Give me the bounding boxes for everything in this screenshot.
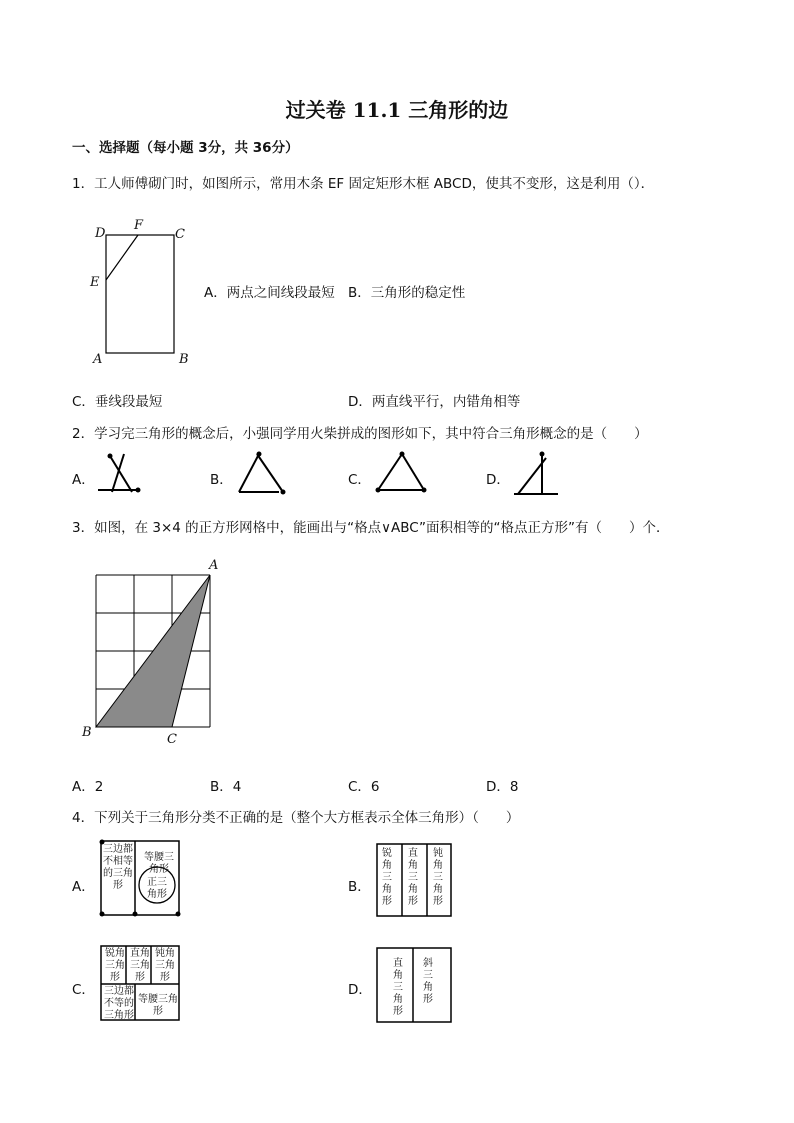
q1-label-b: B bbox=[179, 352, 189, 367]
q4-box-c-col2-text: 直角三角形 bbox=[130, 948, 150, 983]
q4-box-a-circle-text: 正三角形 bbox=[147, 877, 167, 900]
question-1-stem: 1．工人师傅砌门时，如图所示，常用木条 EF 固定矩形木框 ABCD，使其不变形，这是利用（）． bbox=[72, 176, 655, 192]
q1-option-a[interactable]: A．两点之间线段最短 bbox=[204, 285, 335, 301]
q4-option-c[interactable]: C． bbox=[72, 982, 95, 998]
q4-box-b-col3-text: 钝角三角形 bbox=[433, 848, 443, 907]
q4-option-b[interactable]: B． bbox=[348, 879, 371, 895]
q4-box-a-right-text: 等腰三角形 bbox=[144, 852, 174, 875]
q3-label-b: B bbox=[82, 725, 92, 740]
section-heading: 一、选择题（每小题 3分，共 36分） bbox=[72, 140, 299, 156]
q4-box-c-bottom-left-text: 三边都不等的三角形 bbox=[104, 986, 134, 1021]
q2-match-figure-a bbox=[96, 450, 144, 498]
q4-box-c-col1-text: 锐角三角形 bbox=[105, 948, 125, 983]
q4-box-d-left-text: 直角三角形 bbox=[393, 958, 403, 1017]
q4-box-a-left-text: 三边都不相等的三角形 bbox=[103, 844, 133, 891]
q3-grid-figure bbox=[96, 575, 212, 729]
q3-option-b[interactable]: B．4 bbox=[210, 779, 242, 795]
q1-label-d: D bbox=[95, 226, 106, 241]
q4-option-d[interactable]: D． bbox=[348, 982, 372, 998]
q1-option-c[interactable]: C．垂线段最短 bbox=[72, 394, 163, 410]
q2-match-figure-c bbox=[374, 450, 430, 496]
q2-option-c[interactable]: C． bbox=[348, 472, 371, 488]
q4-box-d-figure bbox=[375, 946, 455, 1024]
q1-label-e: E bbox=[90, 275, 100, 290]
q4-box-c-bottom-right-text: 等腰三角形 bbox=[138, 994, 178, 1017]
q4-box-b-col1-text: 锐角三角形 bbox=[382, 848, 392, 907]
q2-option-d[interactable]: D． bbox=[486, 472, 510, 488]
q3-option-d[interactable]: D．8 bbox=[486, 779, 519, 795]
q3-option-c[interactable]: C．6 bbox=[348, 779, 380, 795]
q2-match-figure-d bbox=[510, 450, 560, 500]
q4-box-c-col3-text: 钝角三角形 bbox=[155, 948, 175, 983]
q4-option-a[interactable]: A． bbox=[72, 879, 95, 895]
q4-box-b-col2-text: 直角三角形 bbox=[408, 848, 418, 907]
q2-option-a[interactable]: A． bbox=[72, 472, 95, 488]
q1-label-f: F bbox=[134, 218, 144, 233]
q1-option-b[interactable]: B．三角形的稳定性 bbox=[348, 285, 466, 301]
q1-option-d[interactable]: D．两直线平行，内错角相等 bbox=[348, 394, 521, 410]
q3-label-a: A bbox=[209, 558, 219, 573]
q1-label-c: C bbox=[175, 227, 185, 242]
q1-label-a: A bbox=[93, 352, 103, 367]
question-2-stem: 2．学习完三角形的概念后，小强同学用火柴拼成的图形如下，其中符合三角形概念的是（ ） bbox=[72, 426, 648, 442]
q3-label-c: C bbox=[167, 732, 177, 747]
page-title: 过关卷 11.1 三角形的边 bbox=[285, 98, 509, 122]
q4-box-d-right-text: 斜三角形 bbox=[423, 958, 433, 1005]
q2-option-b[interactable]: B． bbox=[210, 472, 233, 488]
q3-option-a[interactable]: A．2 bbox=[72, 779, 104, 795]
q2-match-figure-b bbox=[235, 450, 289, 498]
question-3-stem: 3．如图，在 3×4 的正方形网格中，能画出与“格点∨ABC”面积相等的“格点正方形”有（ ）个． bbox=[72, 520, 670, 536]
question-4-stem: 4．下列关于三角形分类不正确的是（整个大方框表示全体三角形）（ ） bbox=[72, 810, 520, 826]
